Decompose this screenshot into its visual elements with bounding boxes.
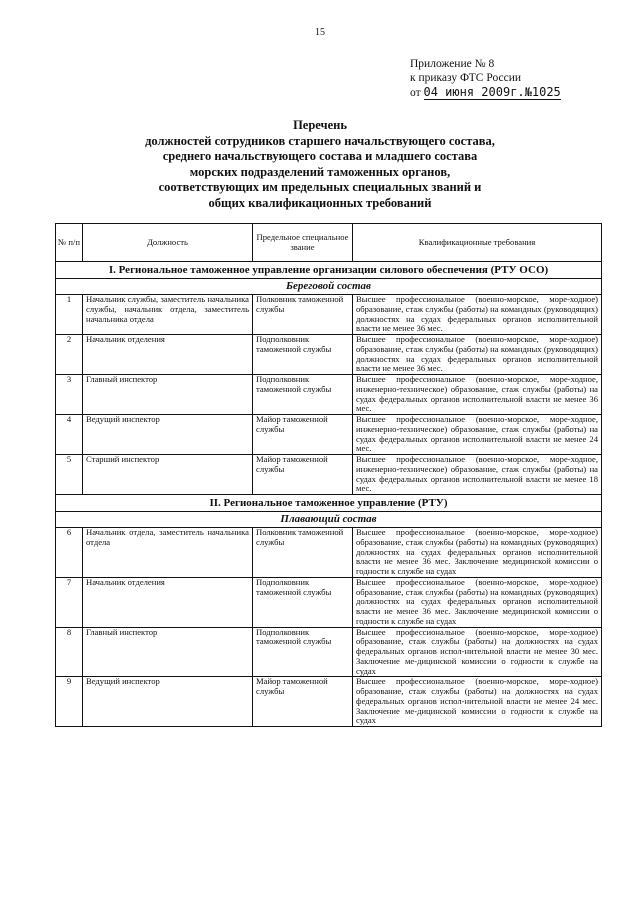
appendix-date: 04 июня 2009г.	[423, 85, 525, 99]
section-title: II. Региональное таможенное управление (РТУ)	[56, 495, 602, 512]
cell-requirements: Высшее профессиональное (военно-морское, море-ходное, инженерно-техническое) образование, стаж службы (работы) на судах федеральных органов исполнительной власти не менее 36 мес.	[353, 375, 602, 415]
section-subtitle: Береговой состав	[56, 279, 602, 295]
cell-num: 3	[56, 375, 83, 415]
header-position: Должность	[83, 224, 253, 262]
appendix-label: Приложение № 8	[410, 58, 495, 70]
title-line: общих квалификационных требований	[208, 195, 432, 210]
cell-position: Начальник отдела, заместитель начальника отдела	[83, 528, 253, 578]
cell-num: 8	[56, 627, 83, 677]
header-requirements: Квалификационные требования	[353, 224, 602, 262]
cell-position: Главный инспектор	[83, 627, 253, 677]
cell-position: Начальник службы, заместитель начальника службы, начальник отдела, заместитель начальника отдела	[83, 295, 253, 335]
header-num: № п/п	[56, 224, 83, 262]
title-line: морских подразделений таможенных органов,	[189, 164, 451, 179]
table-row	[56, 295, 602, 335]
page-number: 15	[315, 27, 325, 38]
title-line: должностей сотрудников старшего начальствующего состава,	[145, 133, 495, 148]
cell-num: 6	[56, 528, 83, 578]
table-row	[56, 335, 602, 375]
table-row	[56, 528, 602, 578]
appendix-date-line	[410, 85, 561, 100]
table-row	[56, 375, 602, 415]
cell-requirements: Высшее профессиональное (военно-морское, море-ходное, инженерно-техническое) образование, стаж службы (работы) на судах федеральных органов исполнительной власти не менее 18 мес.	[353, 455, 602, 495]
cell-rank: Подполковник таможенной службы	[253, 577, 353, 627]
title-line: Перечень	[293, 118, 347, 132]
cell-requirements: Высшее профессиональное (военно-морское, море-ходное) образование, стаж службы (работы) на должностях на судах федеральных органов испол-нительной власти не менее 24 мес. Заключение ме-дицинской комиссии о годности к службе на судах	[353, 677, 602, 727]
cell-rank: Майор таможенной службы	[253, 415, 353, 455]
cell-position: Ведущий инспектор	[83, 415, 253, 455]
section-title-row	[56, 495, 602, 512]
table-row	[56, 627, 602, 677]
table-header-row	[56, 224, 602, 262]
cell-requirements: Высшее профессиональное (военно-морское, море-ходное) образование, стаж службы (работы) на должностях на судах федеральных органов испол-нительной власти не менее 30 мес. Заключение ме-дицинской комиссии о годности к службе на судах	[353, 627, 602, 677]
cell-position: Старший инспектор	[83, 455, 253, 495]
cell-rank: Подполковник таможенной службы	[253, 335, 353, 375]
cell-num: 1	[56, 295, 83, 335]
table-row	[56, 415, 602, 455]
title-line: соответствующих им предельных специальных званий и	[158, 180, 482, 194]
table-body	[56, 262, 602, 727]
section-title-row	[56, 262, 602, 279]
header-rank: Предельное специальное звание	[253, 224, 353, 262]
section-title: I. Региональное таможенное управление организации силового обеспечения (РТУ ОСО)	[56, 262, 602, 279]
appendix-order-ref: к приказу ФТС России	[410, 72, 521, 84]
cell-requirements: Высшее профессиональное (военно-морское, море-ходное) образование, стаж службы (работы) на командных (руководящих) должностях на судах федеральных органов исполнительной власти не менее 36 мес. Заключение медицинской комиссии о годности к службе на судах	[353, 528, 602, 578]
cell-position: Начальник отделения	[83, 577, 253, 627]
appendix-order-number: №1025	[524, 85, 561, 99]
cell-rank: Подполковник таможенной службы	[253, 375, 353, 415]
table-row	[56, 577, 602, 627]
cell-position: Главный инспектор	[83, 375, 253, 415]
cell-requirements: Высшее профессиональное (военно-морское, море-ходное) образование, стаж службы (работы) на командных (руководящих) должностях на судах федеральных органов исполнительной власти не менее 36 мес.	[353, 335, 602, 375]
cell-requirements: Высшее профессиональное (военно-морское, море-ходное) образование, стаж службы (работы) на командных (руководящих) должностях на судах федеральных органов исполнительной власти не менее 36 мес.	[353, 295, 602, 335]
cell-rank: Полковник таможенной службы	[253, 295, 353, 335]
table-row	[56, 677, 602, 727]
cell-rank: Подполковник таможенной службы	[253, 627, 353, 677]
section-subtitle-row	[56, 512, 602, 528]
document-title	[0, 118, 640, 211]
cell-rank: Майор таможенной службы	[253, 455, 353, 495]
cell-rank: Майор таможенной службы	[253, 677, 353, 727]
positions-table	[55, 223, 602, 727]
table-row	[56, 455, 602, 495]
cell-rank: Полковник таможенной службы	[253, 528, 353, 578]
cell-position: Начальник отделения	[83, 335, 253, 375]
cell-requirements: Высшее профессиональное (военно-морское, море-ходное) образование, стаж службы (работы) на командных (руководящих) должностях на судах федеральных органов исполнительной власти не менее 36 мес. Заключение медицинской комиссии о годности к службе на судах	[353, 577, 602, 627]
cell-num: 9	[56, 677, 83, 727]
cell-num: 7	[56, 577, 83, 627]
section-subtitle-row	[56, 279, 602, 295]
cell-requirements: Высшее профессиональное (военно-морское, море-ходное, инженерно-техническое) образование, стаж службы (работы) на судах федеральных органов исполнительной власти не менее 24 мес.	[353, 415, 602, 455]
title-line: среднего начальствующего состава и младшего состава	[162, 149, 478, 163]
appendix-header	[410, 57, 561, 100]
cell-num: 5	[56, 455, 83, 495]
appendix-date-prefix: от	[410, 87, 421, 99]
cell-num: 2	[56, 335, 83, 375]
section-subtitle: Плавающий состав	[56, 512, 602, 528]
cell-num: 4	[56, 415, 83, 455]
cell-position: Ведущий инспектор	[83, 677, 253, 727]
